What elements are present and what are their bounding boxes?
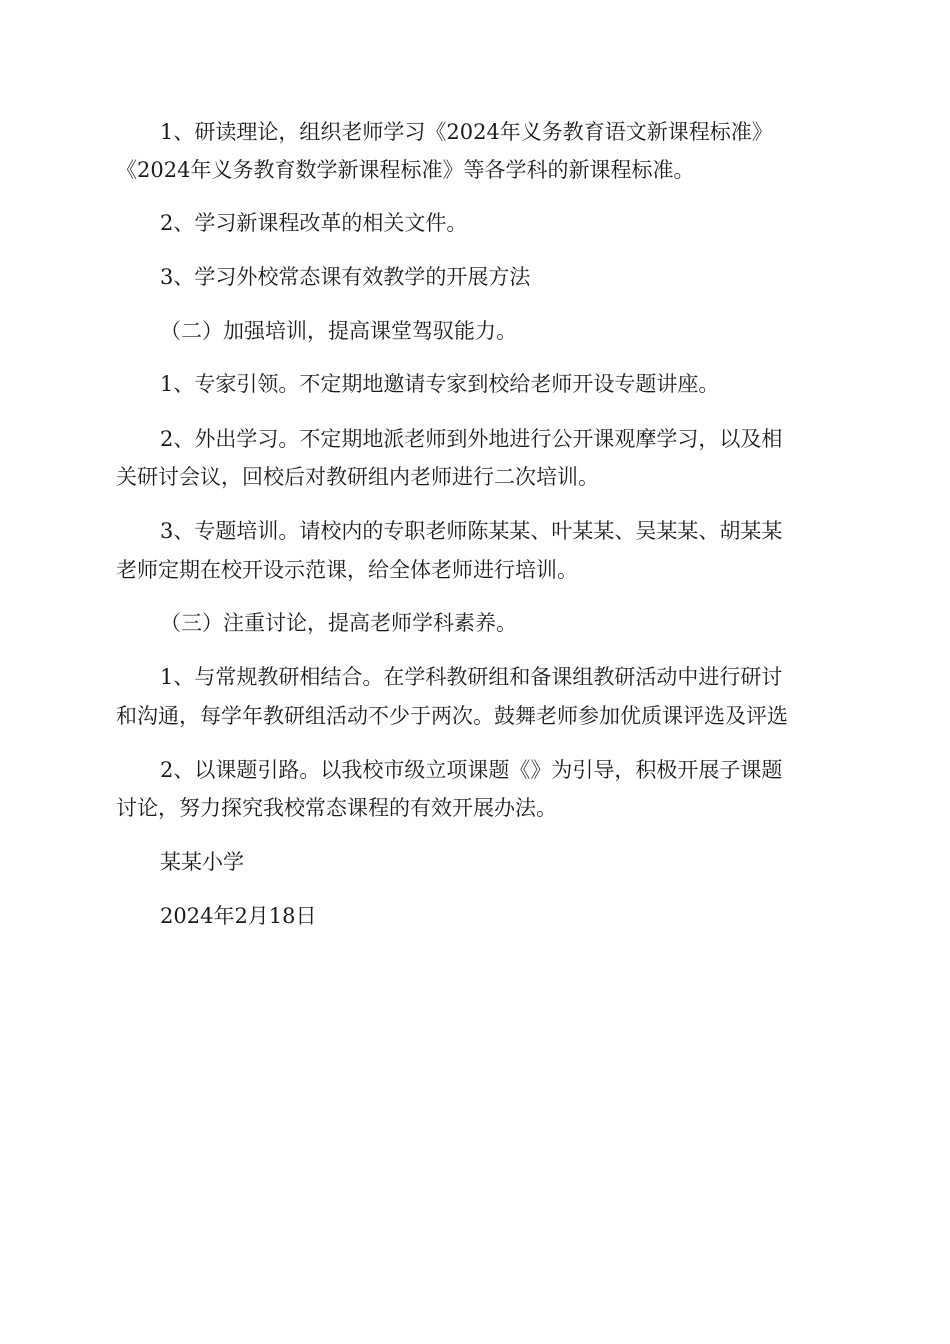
paragraph-9-line-2: 和沟通，每学年教研组活动不少于两次。鼓舞老师参加优质课评选及评选: [116, 704, 788, 728]
section-heading-3: （三）注重讨论，提高老师学科素养。: [160, 611, 517, 635]
paragraph-5-line-1: 1、专家引领。不定期地邀请专家到校给老师开设专题讲座。: [160, 372, 720, 396]
signature-date: 2024年2月18日: [160, 904, 317, 928]
paragraph-7-line-1: 3、专题培训。请校内的专职老师陈某某、叶某某、吴某某、胡某某: [160, 519, 783, 543]
paragraph-9-line-1: 1、与常规教研相结合。在学科教研组和备课组教研活动中进行研讨: [160, 665, 783, 689]
paragraph-1-line-1: 1、研读理论，组织老师学习《2024年义务教育语文新课程标准》: [160, 120, 773, 144]
paragraph-10-line-2: 讨论，努力探究我校常态课程的有效开展办法。: [116, 796, 557, 820]
paragraph-10-line-1: 2、以课题引路。以我校市级立项课题《》为引导，积极开展子课题: [160, 758, 783, 782]
section-heading-2: （二）加强培训，提高课堂驾驭能力。: [160, 319, 517, 343]
paragraph-2-line-1: 2、学习新课程改革的相关文件。: [160, 211, 468, 235]
paragraph-7-line-2: 老师定期在校开设示范课，给全体老师进行培训。: [116, 558, 578, 582]
paragraph-6-line-2: 关研讨会议，回校后对教研组内老师进行二次培训。: [116, 465, 599, 489]
signature-school: 某某小学: [160, 850, 244, 874]
paragraph-1-line-2: 《2024年义务教育数学新课程标准》等各学科的新课程标准。: [116, 158, 695, 182]
paragraph-3-line-1: 3、学习外校常态课有效教学的开展方法: [160, 265, 531, 289]
paragraph-6-line-1: 2、外出学习。不定期地派老师到外地进行公开课观摩学习，以及相: [160, 427, 783, 451]
